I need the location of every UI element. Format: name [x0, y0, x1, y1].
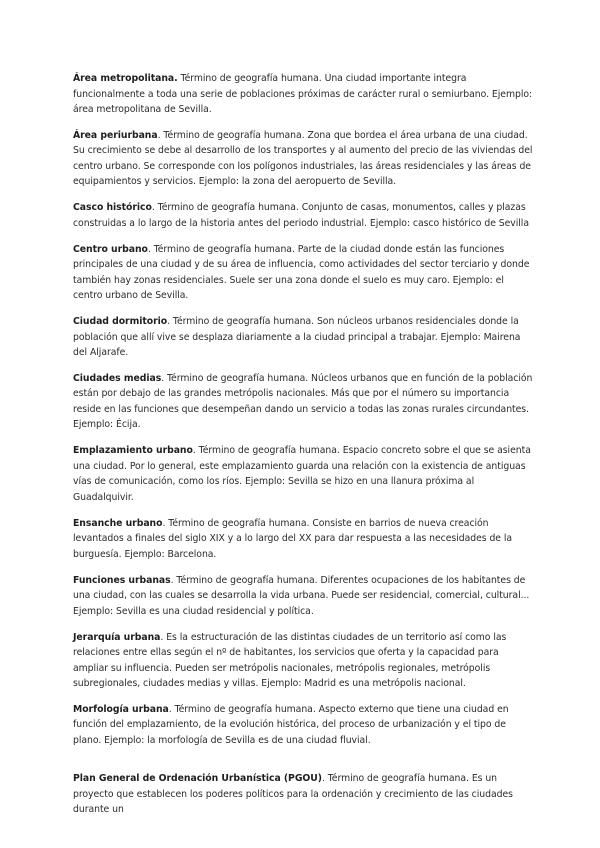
- glossary-definition: . Término de geografía humana. Aspecto externo que tiene una ciudad en función del emplazamiento, de la evolución histórica, del proceso de urbanización y el tipo de plano. Ejemplo: la morfología de Sevilla es de una ciudad fluvial.: [73, 703, 509, 746]
- glossary-entry-ciudad-dormitorio: [73, 314, 533, 361]
- glossary-definition: . Término de geografía humana. Conjunto de casas, monumentos, calles y plazas construidas a lo largo de la historia antes del periodo industrial. Ejemplo: casco histórico de Sevilla: [73, 202, 529, 229]
- glossary-entry-centro-urbano: [73, 242, 533, 304]
- glossary-term: Morfología urbana: [73, 703, 169, 715]
- glossary-entry-area-periurbana: [73, 128, 533, 190]
- glossary-entry-funciones-urbanas: [73, 573, 533, 620]
- glossary-term: Área periurbana: [73, 129, 158, 141]
- glossary-term: Ciudad dormitorio: [73, 316, 168, 328]
- glossary-definition: . Término de geografía humana. Parte de la ciudad donde están las funciones principales de una ciudad y de su área de influencia, como actividades del sector terciario y donde también hay zonas residenciales. Suele ser una zona donde el suelo es muy caro. Ejemplo: el centro urbano de Sevilla.: [73, 243, 530, 302]
- glossary-definition: . Término de geografía humana. Consiste en barrios de nueva creación levantados a finales del siglo XIX y a lo largo del XX para dar respuesta a las necesidades de la burguesía. Ejemplo: Barcelona.: [73, 517, 513, 560]
- glossary-term: Ciudades medias: [73, 372, 162, 384]
- glossary-term: Casco histórico: [73, 202, 152, 214]
- glossary-entry-ciudades-medias: [73, 371, 533, 433]
- glossary-definition: . Término de geografía humana. Es un proyecto que establecen los poderes políticos para la ordenación y crecimiento de las ciudades durante un: [73, 773, 513, 816]
- glossary-term: Jerarquía urbana: [73, 631, 161, 643]
- glossary-definition: . Término de geografía humana. Diferentes ocupaciones de los habitantes de una ciudad, con las cuales se desarrolla la vida urbana. Puede ser residencial, comercial, cultural... Ejemplo: Sevilla es una ciudad residencial y política.: [73, 574, 530, 617]
- glossary-term: Área metropolitana.: [73, 73, 178, 84]
- glossary-term: Funciones urbanas: [73, 574, 171, 586]
- glossary-definition: . Término de geografía humana. Zona que bordea el área urbana de una ciudad. Su crecimiento se debe al desarrollo de los transportes y al aumento del precio de las viviendas del centro urbano. Se corresponde con los polígonos industriales, las áreas residenciales y las áreas de equipamientos y servicios. Ejemplo: la zona del aeropuerto de Sevilla.: [73, 129, 533, 188]
- glossary-term: Centro urbano: [73, 243, 148, 255]
- glossary-entry-area-metropolitana: [73, 71, 533, 118]
- glossary-entry-emplazamiento-urbano: [73, 443, 533, 505]
- glossary-entry-morfologia-urbana: [73, 702, 533, 749]
- glossary-page: [73, 71, 533, 828]
- glossary-term: Ensanche urbano: [73, 517, 163, 529]
- glossary-definition: . Término de geografía humana. Espacio concreto sobre el que se asienta una ciudad. Por lo general, este emplazamiento guarda una relación con la existencia de antiguas vías de comunicación, como los ríos. Ejemplo: Sevilla se hizo en una llanura próxima al Guadalquivir.: [73, 445, 531, 503]
- glossary-definition: . Es la estructuración de las distintas ciudades de un territorio así como las relaciones entre ellas según el nº de habitantes, los servicios que oferta y la capacidad para ampliar su influencia. Pueden ser metrópolis nacionales, metrópolis regionales, metrópolis subregionales, ciudades medias y villas. Ejemplo: Madrid es una metrópolis nacional.: [73, 631, 507, 690]
- glossary-definition: . Término de geografía humana. Núcleos urbanos que en función de la población están por debajo de las grandes metrópolis nacionales. Más que por el número su importancia reside en las funciones que desempeñan dando un servicio a todas las zonas rurales circundantes. Ejemplo: Écija.: [73, 372, 533, 431]
- glossary-term: Emplazamiento urbano: [73, 445, 193, 457]
- glossary-entry-pgou: [73, 771, 533, 818]
- glossary-entry-ensanche-urbano: [73, 516, 533, 563]
- glossary-term: Plan General de Ordenación Urbanística (PGOU): [73, 773, 322, 785]
- glossary-entry-casco-historico: [73, 200, 533, 231]
- glossary-definition: . Término de geografía humana. Son núcleos urbanos residenciales donde la población que allí vive se desplaza diariamente a la ciudad principal a trabajar. Ejemplo: Mairena del Aljarafe.: [73, 316, 521, 359]
- glossary-entry-jerarquia-urbana: [73, 630, 533, 692]
- glossary-definition: Término de geografía humana. Una ciudad importante integra funcionalmente a toda una serie de poblaciones próximas de carácter rural o semiurbano. Ejemplo: área metropolitana de Sevilla.: [73, 73, 533, 115]
